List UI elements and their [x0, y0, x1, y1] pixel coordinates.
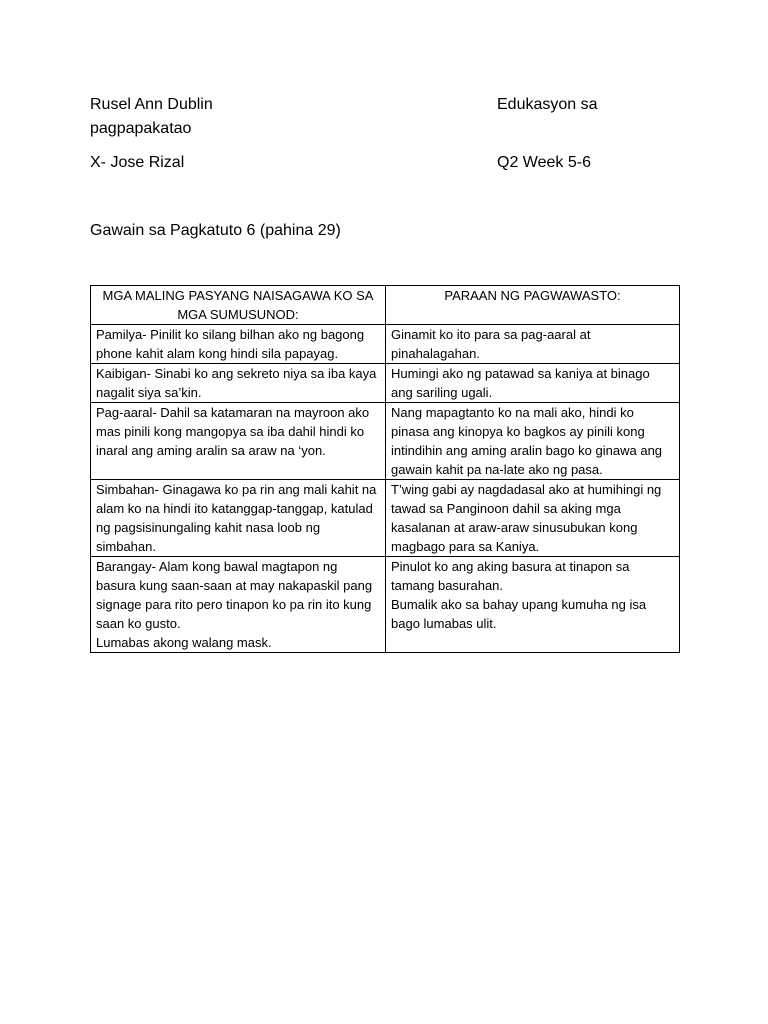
- table-row: [91, 403, 680, 480]
- mistake-cell: [91, 364, 386, 403]
- column-header-corrections: PARAAN NG PAGWAWASTO:: [386, 286, 680, 325]
- table-row: [91, 364, 680, 403]
- correction-cell: [386, 403, 680, 480]
- correction-cell: [386, 364, 680, 403]
- student-name: Rusel Ann Dublin: [90, 96, 213, 113]
- mistake-text: Pag-aaral- Dahil sa katamaran na mayroon ako mas pinili kong mangopya sa iba dahil hindi ko inaral ang aming aralin sa araw na ‘yon.: [96, 405, 370, 458]
- correction-text: Ginamit ko ito para sa pag-aaral at pinahalagahan.: [391, 327, 591, 361]
- mistake-text: Barangay- Alam kong bawal magtapon ng basura kung saan-saan at may nakapaskil pang signage para rito pero tinapon ko pa rin ito kung saan ko gusto. Lumabas akong walang mask.: [96, 559, 373, 650]
- mistake-text: Pamilya- Pinilit ko silang bilhan ako ng bagong phone kahit alam kong hindi sila papayag.: [96, 327, 365, 361]
- correction-text: T’wing gabi ay nagdadasal ako at humihingi ng tawad sa Panginoon dahil sa aking mga kasalanan at araw-araw sinusubukan kong magbago para sa Kaniya.: [391, 482, 662, 554]
- subject-title-continuation: pagpapakatao: [90, 120, 192, 137]
- mistake-cell: [91, 325, 386, 364]
- mistake-text: Kaibigan- Sinabi ko ang sekreto niya sa iba kaya nagalit siya sa’kin.: [96, 366, 377, 400]
- activity-title: Gawain sa Pagkatuto 6 (pahina 29): [90, 222, 341, 239]
- table-row: [91, 325, 680, 364]
- worksheet-table: [90, 285, 680, 653]
- correction-text: Nang mapagtanto ko na mali ako, hindi ko pinasa ang kinopya ko bagkos ay pinili kong intindihin ang aming aralin bago ko ginawa ang gawain kahit pa na-late ako ng pasa.: [391, 405, 663, 477]
- mistake-cell: [91, 480, 386, 557]
- mistake-cell: [91, 403, 386, 480]
- table-header-row: [91, 286, 680, 325]
- section-label: X- Jose Rizal: [90, 154, 185, 171]
- subject-title: Edukasyon sa: [497, 96, 598, 113]
- correction-cell: [386, 480, 680, 557]
- table-row: [91, 557, 680, 653]
- mistake-cell: [91, 557, 386, 653]
- week-label: Q2 Week 5-6: [497, 154, 591, 171]
- correction-cell: [386, 557, 680, 653]
- table-row: [91, 480, 680, 557]
- column-header-mistakes: MGA MALING PASYANG NAISAGAWA KO SA MGA SUMUSUNOD:: [91, 286, 386, 325]
- mistake-text: Simbahan- Ginagawa ko pa rin ang mali kahit na alam ko na hindi ito katanggap-tanggap, katulad ng pagsisinungaling kahit nasa loob ng simbahan.: [96, 482, 377, 554]
- correction-text: Pinulot ko ang aking basura at tinapon sa tamang basurahan. Bumalik ako sa bahay upang kumuha ng isa bago lumabas ulit.: [391, 559, 647, 631]
- correction-cell: [386, 325, 680, 364]
- correction-text: Humingi ako ng patawad sa kaniya at binago ang sariling ugali.: [391, 366, 650, 400]
